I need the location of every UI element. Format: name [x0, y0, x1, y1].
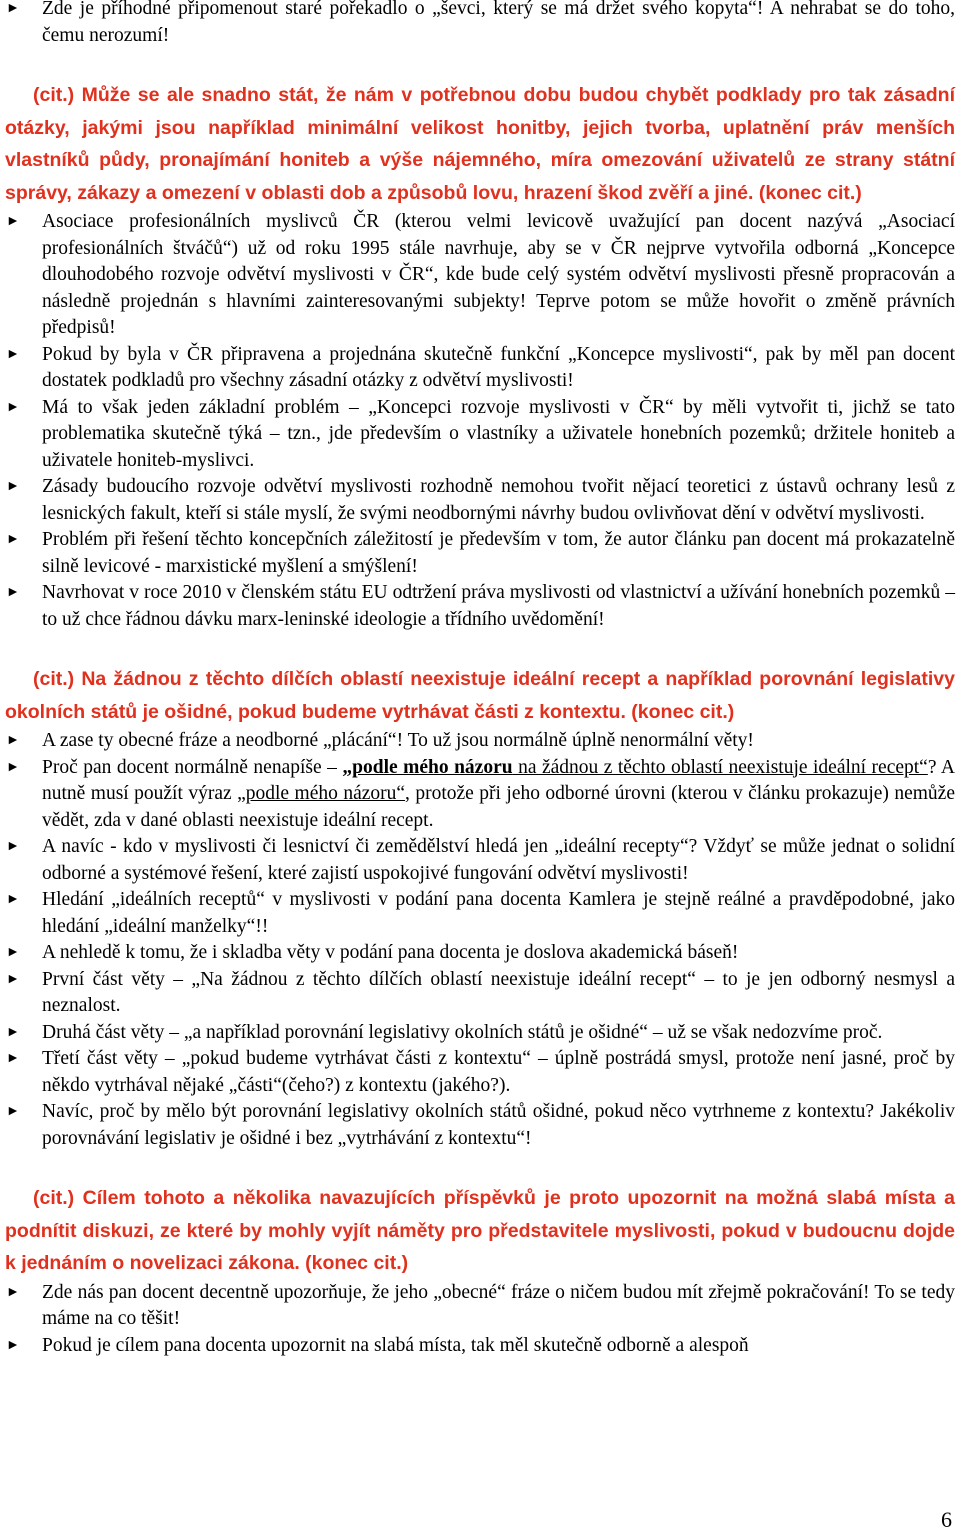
bullet-arrow-icon: ►	[6, 1104, 20, 1119]
bullet-text: A nehledě k tomu, že i skladba věty v podání pana docenta je doslova akademická báseň!	[42, 942, 739, 963]
bullet-arrow-icon: ►	[6, 945, 20, 960]
bullet-item	[0, 209, 960, 342]
bullet-item	[0, 342, 960, 395]
bullet-arrow-icon: ►	[6, 1024, 20, 1040]
bullet-arrow-icon: ►	[6, 1337, 20, 1353]
bullet-text: Navíc, proč by mělo být porovnání legislativy okolních států ošidné, pokud něco vytrhneme z kontextu? Jakékoliv porovnávání legislativ je ošidné i bez „vytrhávání z kontextu“!	[42, 1101, 955, 1149]
bullet-list	[0, 728, 960, 1152]
bullet-item	[0, 1020, 960, 1047]
bullet-arrow-icon: ►	[6, 399, 20, 415]
bullet-item	[0, 1046, 960, 1099]
bullet-text: Má to však jeden základní problém – „Koncepci rozvoje myslivosti v ČR“ by měli vytvořit ti, jichž se tato problematika skutečně týká – tzn., jde především o vlastníky a uživatele honebních pozemků; držitele honiteb a uživatele honiteb-myslivci.	[42, 396, 955, 471]
bullet-arrow-icon: ►	[6, 839, 20, 854]
bullet-text: Druhá část věty – „a například porovnání legislativy okolních států je ošidné“ – už se však nedozvíme proč.	[42, 1021, 883, 1043]
quotation-block	[0, 663, 960, 728]
bullet-item	[0, 1099, 960, 1152]
bullet-text: Zde je příhodné připomenout staré pořekadlo o „ševci, který se má držet svého kopyta“! A nehrabat se do toho, čemu nerozumí!	[42, 0, 955, 46]
bullet-text-part: , protože při jeho odborné úrovni (kterou v článku prokazuje) nemůže vědět, zda v dané oblasti neexistuje ideální recept.	[42, 783, 955, 831]
bullet-item	[0, 728, 960, 755]
bullet-text: První část věty – „Na žádnou z těchto dílčích oblastí neexistuje ideální recept“ – to je jen odborný nesmysl a neznalost.	[42, 968, 955, 1016]
bullet-text: Zde nás pan docent decentně upozorňuje, že jeho „obecné“ fráze o ničem budou mít zřejmě pokračování! To se tedy máme na co těšit!	[42, 1281, 955, 1329]
bullet-arrow-icon: ►	[6, 585, 20, 600]
bullet-item	[0, 967, 960, 1020]
bullet-item	[0, 940, 960, 967]
bullet-arrow-icon: ►	[6, 532, 20, 547]
bullet-text: Pokud je cílem pana docenta upozornit na slabá místa, tak měl skutečně odborně a alespoň	[42, 1334, 749, 1356]
bullet-item	[0, 474, 960, 527]
bullet-arrow-icon: ►	[6, 1051, 20, 1066]
bullet-arrow-icon: ►	[6, 892, 20, 907]
bullet-text-part: ? A nutně musí použít výraz	[42, 756, 955, 804]
bullet-text: Třetí část věty – „pokud budeme vytrhávat části z kontextu“ – úplně postrádá smysl, protože není jasné, proč by někdo vytrhával nějaké „části“(čeho?) z kontextu (jakého?).	[42, 1048, 955, 1096]
bullet-item	[0, 1333, 960, 1360]
bullet-text: Asociace profesionálních myslivců ČR (kterou velmi levicově uvažující pan docent nazývá „Asociací profesionálních štváčů“) už od roku 1995 stále navrhuje, aby se v ČR nejprve vytvořila odborná „Koncepce dlouhodobého rozvoje odvětví myslivosti v ČR“, kde bude celý systém odvětví myslivosti přesně propracován a následně projednán s hlavními zainteresovanými subjekty! Teprve potom se může hovořit o změně právních předpisů!	[42, 211, 955, 338]
bullet-arrow-icon: ►	[6, 759, 20, 775]
bullet-text: A zase ty obecné fráze a neodborné „plácání“! To už jsou normálně úplně nenormální věty!	[42, 730, 754, 751]
bullet-text: Problém při řešení těchto koncepčních záležitostí je především v tom, že autor článku pan docent má prokazatelně silně levicové - marxistické myšlení a smýšlení!	[42, 529, 955, 577]
bullet-arrow-icon: ►	[6, 971, 20, 987]
bullet-text: Zásady budoucího rozvoje odvětví myslivosti rozhodně nemohou tvořit nějací teoretici z ústavů ochrany lesů z lesnických fakult, kteří si stále myslí, že svými neodbornými návrhy budou ovlivňovat dění v odvětví myslivosti.	[42, 476, 955, 524]
underlined-emphasis: na žádnou z těchto oblastí neexistuje ideální recept“	[512, 756, 928, 778]
bullet-item	[0, 580, 960, 633]
bullet-text: Pokud by byla v ČR připravena a projednána skutečně funkční „Koncepce myslivosti“, pak by měl pan docent dostatek podkladů pro všechny zásadní otázky z odvětví myslivosti!	[42, 343, 955, 391]
bullet-list	[0, 1280, 960, 1360]
underlined-emphasis: „podle mého názoru	[342, 756, 513, 778]
bullet-arrow-icon: ►	[6, 1, 20, 16]
bullet-text: Navrhovat v roce 2010 v členském státu EU odtržení práva myslivosti od vlastnictví a užívání honebních pozemků – to už chce řádnou dávku marx-leninské ideologie a třídního uvědomění!	[42, 582, 955, 630]
bullet-item	[0, 1280, 960, 1333]
bullet-arrow-icon: ►	[6, 1284, 20, 1300]
quotation-block	[0, 79, 960, 209]
bullet-item	[0, 834, 960, 887]
bullet-arrow-icon: ►	[6, 479, 20, 494]
bullet-list	[0, 209, 960, 633]
bullet-item	[0, 527, 960, 580]
bullet-item	[0, 887, 960, 940]
bullet-arrow-icon: ►	[6, 733, 20, 748]
quotation-text: (cit.) Cílem tohoto a několika navazujících příspěvků je proto upozornit na možná slabá místa a podnítit diskuzi, ze které by mohly vyjít náměty pro představitele myslivosti, pokud v budoucnu dojde k jednáním o novelizaci zákona. (konec cit.)	[5, 1187, 955, 1274]
bullet-item	[0, 0, 960, 49]
quotation-text: (cit.) Na žádnou z těchto dílčích oblastí neexistuje ideální recept a například porovnání legislativy okolních států je ošidné, pokud budeme vytrhávat části z kontextu. (konec cit.)	[5, 668, 955, 723]
bullet-arrow-icon: ►	[6, 214, 20, 229]
quotation-block	[0, 1182, 960, 1280]
bullet-arrow-icon: ►	[6, 346, 20, 362]
bullet-text: Hledání „ideálních receptů“ v myslivosti v podání pana docenta Kamlera je stejně reálné a pravděpodobné, jako hledání „ideální manželky“!!	[42, 889, 955, 937]
page-number: 6	[941, 1507, 952, 1532]
underlined-emphasis: „podle mého názoru“	[237, 783, 406, 804]
bullet-text-part: Proč pan docent normálně nenapíše –	[42, 756, 343, 778]
quotation-text: (cit.) Může se ale snadno stát, že nám v potřebnou dobu budou chybět podklady pro tak zásadní otázky, jakými jsou například minimální velikost honitby, jejich tvorba, uplatnění práv menších vlastníků půdy, pronajímání honiteb a výše nájemného, míra omezování uživatelů ze strany státní správy, zákazy a omezení v oblasti dob a způsobů lovu, hrazení škod zvěří a jiné. (konec cit.)	[5, 84, 955, 204]
bullet-text: A navíc - kdo v myslivosti či lesnictví či zemědělství hledá jen „ideální recepty“? Vždyť se může jednat o solidní odborné a systémové řešení, které zajistí uspokojivé fungování odvětví myslivosti!	[42, 836, 955, 884]
bullet-item	[0, 755, 960, 835]
bullet-item	[0, 395, 960, 475]
